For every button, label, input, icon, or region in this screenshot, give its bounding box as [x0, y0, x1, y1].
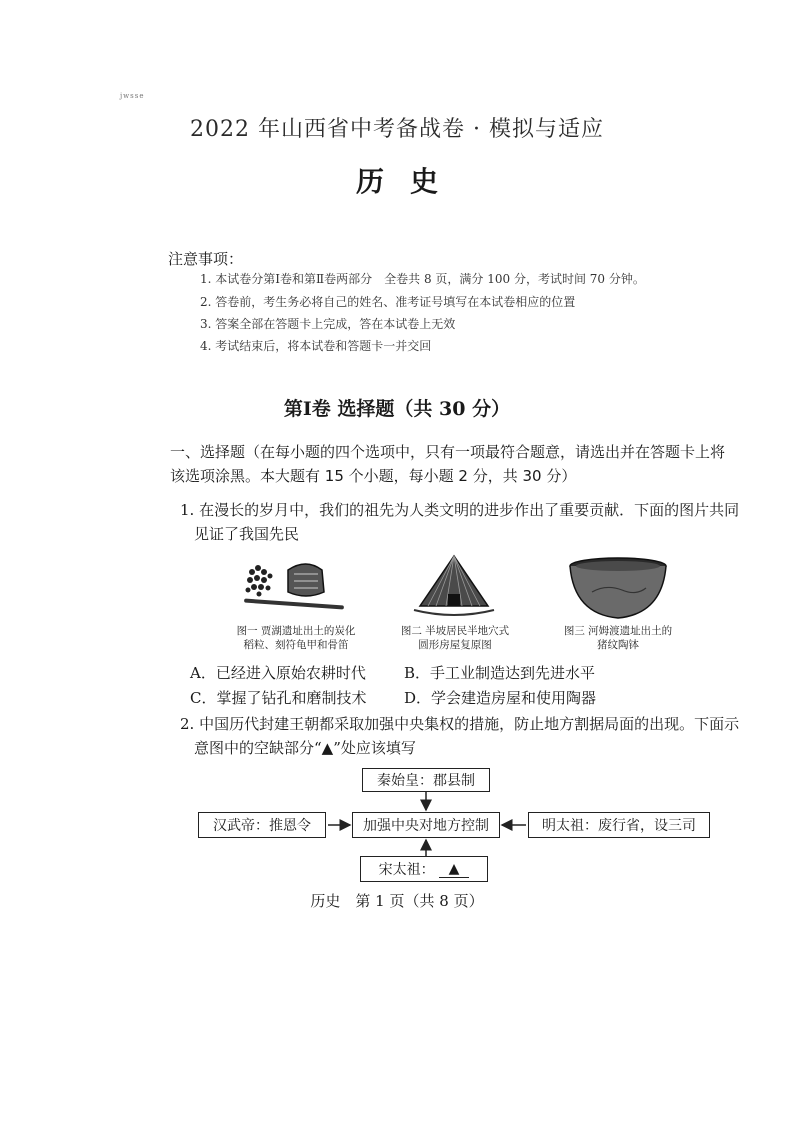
q2-stem-line1: 2. 中国历代封建王朝都采取加强中央集权的措施，防止地方割据局面的出现。下面示	[180, 715, 740, 733]
section-instruction: 一、选择题（在每小题的四个选项中，只有一项最符合题意，请选出并在答题卡上将该选项涂黑。本大题有 15 个小题，每小题 2 分，共 30 分）	[170, 443, 726, 485]
note-item: 3. 答案全部在答题卡上完成，答在本试卷上无效	[200, 317, 456, 331]
diagram-bottom-label: 宋太祖：	[378, 862, 435, 878]
notes-heading: 注意事项：	[168, 250, 244, 268]
diagram-blank: ▲	[439, 861, 470, 878]
q1-option-b: B．手工业制造达到先进水平	[404, 664, 596, 682]
diagram-node-top: 秦始皇：郡县制	[362, 768, 490, 792]
diagram-node-center: 加强中央对地方控制	[352, 812, 500, 838]
section-title: 第Ⅰ卷 选择题（共 30 分）	[283, 398, 511, 420]
note-item: 1. 本试卷分第Ⅰ卷和第Ⅱ卷两部分 全卷共 8 页，满分 100 分，考试时间 70 分钟。	[200, 272, 645, 286]
note-item: 4. 考试结束后，将本试卷和答题卡一并交回	[200, 339, 432, 353]
q1-stem-line2: 见证了我国先民	[194, 525, 300, 543]
figure-caption-3: 图三 河姆渡遗址出土的猪纹陶钵	[563, 625, 673, 651]
q1-stem-line1: 1. 在漫长的岁月中，我们的祖先为人类文明的进步作出了重要贡献．下面的图片共同	[180, 501, 740, 519]
q1-option-c: C．掌握了钻孔和磨制技术	[190, 689, 367, 707]
subject-title: 历史	[355, 165, 464, 198]
q1-option-a: A．已经进入原始农耕时代	[190, 664, 366, 682]
q2-stem-line2: 意图中的空缺部分“▲”处应该填写	[194, 739, 416, 757]
page-footer: 历史 第 1 页（共 8 页）	[310, 892, 484, 910]
q1-option-d: D．学会建造房屋和使用陶器	[404, 689, 597, 707]
exam-title: 2022 年山西省中考备战卷 · 模拟与适应	[190, 117, 604, 142]
figure-caption-2: 图二 半坡居民半地穴式圆形房屋复原图	[400, 625, 510, 651]
diagram-node-right: 明太祖：废行省，设三司	[528, 812, 710, 838]
scan-stamp: jwsse	[120, 92, 145, 100]
diagram-node-left: 汉武帝：推恩令	[198, 812, 326, 838]
diagram-node-bottom	[360, 856, 488, 882]
note-item: 2. 答卷前，考生务必将自己的姓名、准考证号填写在本试卷相应的位置	[200, 295, 576, 309]
figure-caption-1: 图一 贾湖遗址出土的炭化稻粒、刻符龟甲和骨笛	[236, 625, 356, 651]
